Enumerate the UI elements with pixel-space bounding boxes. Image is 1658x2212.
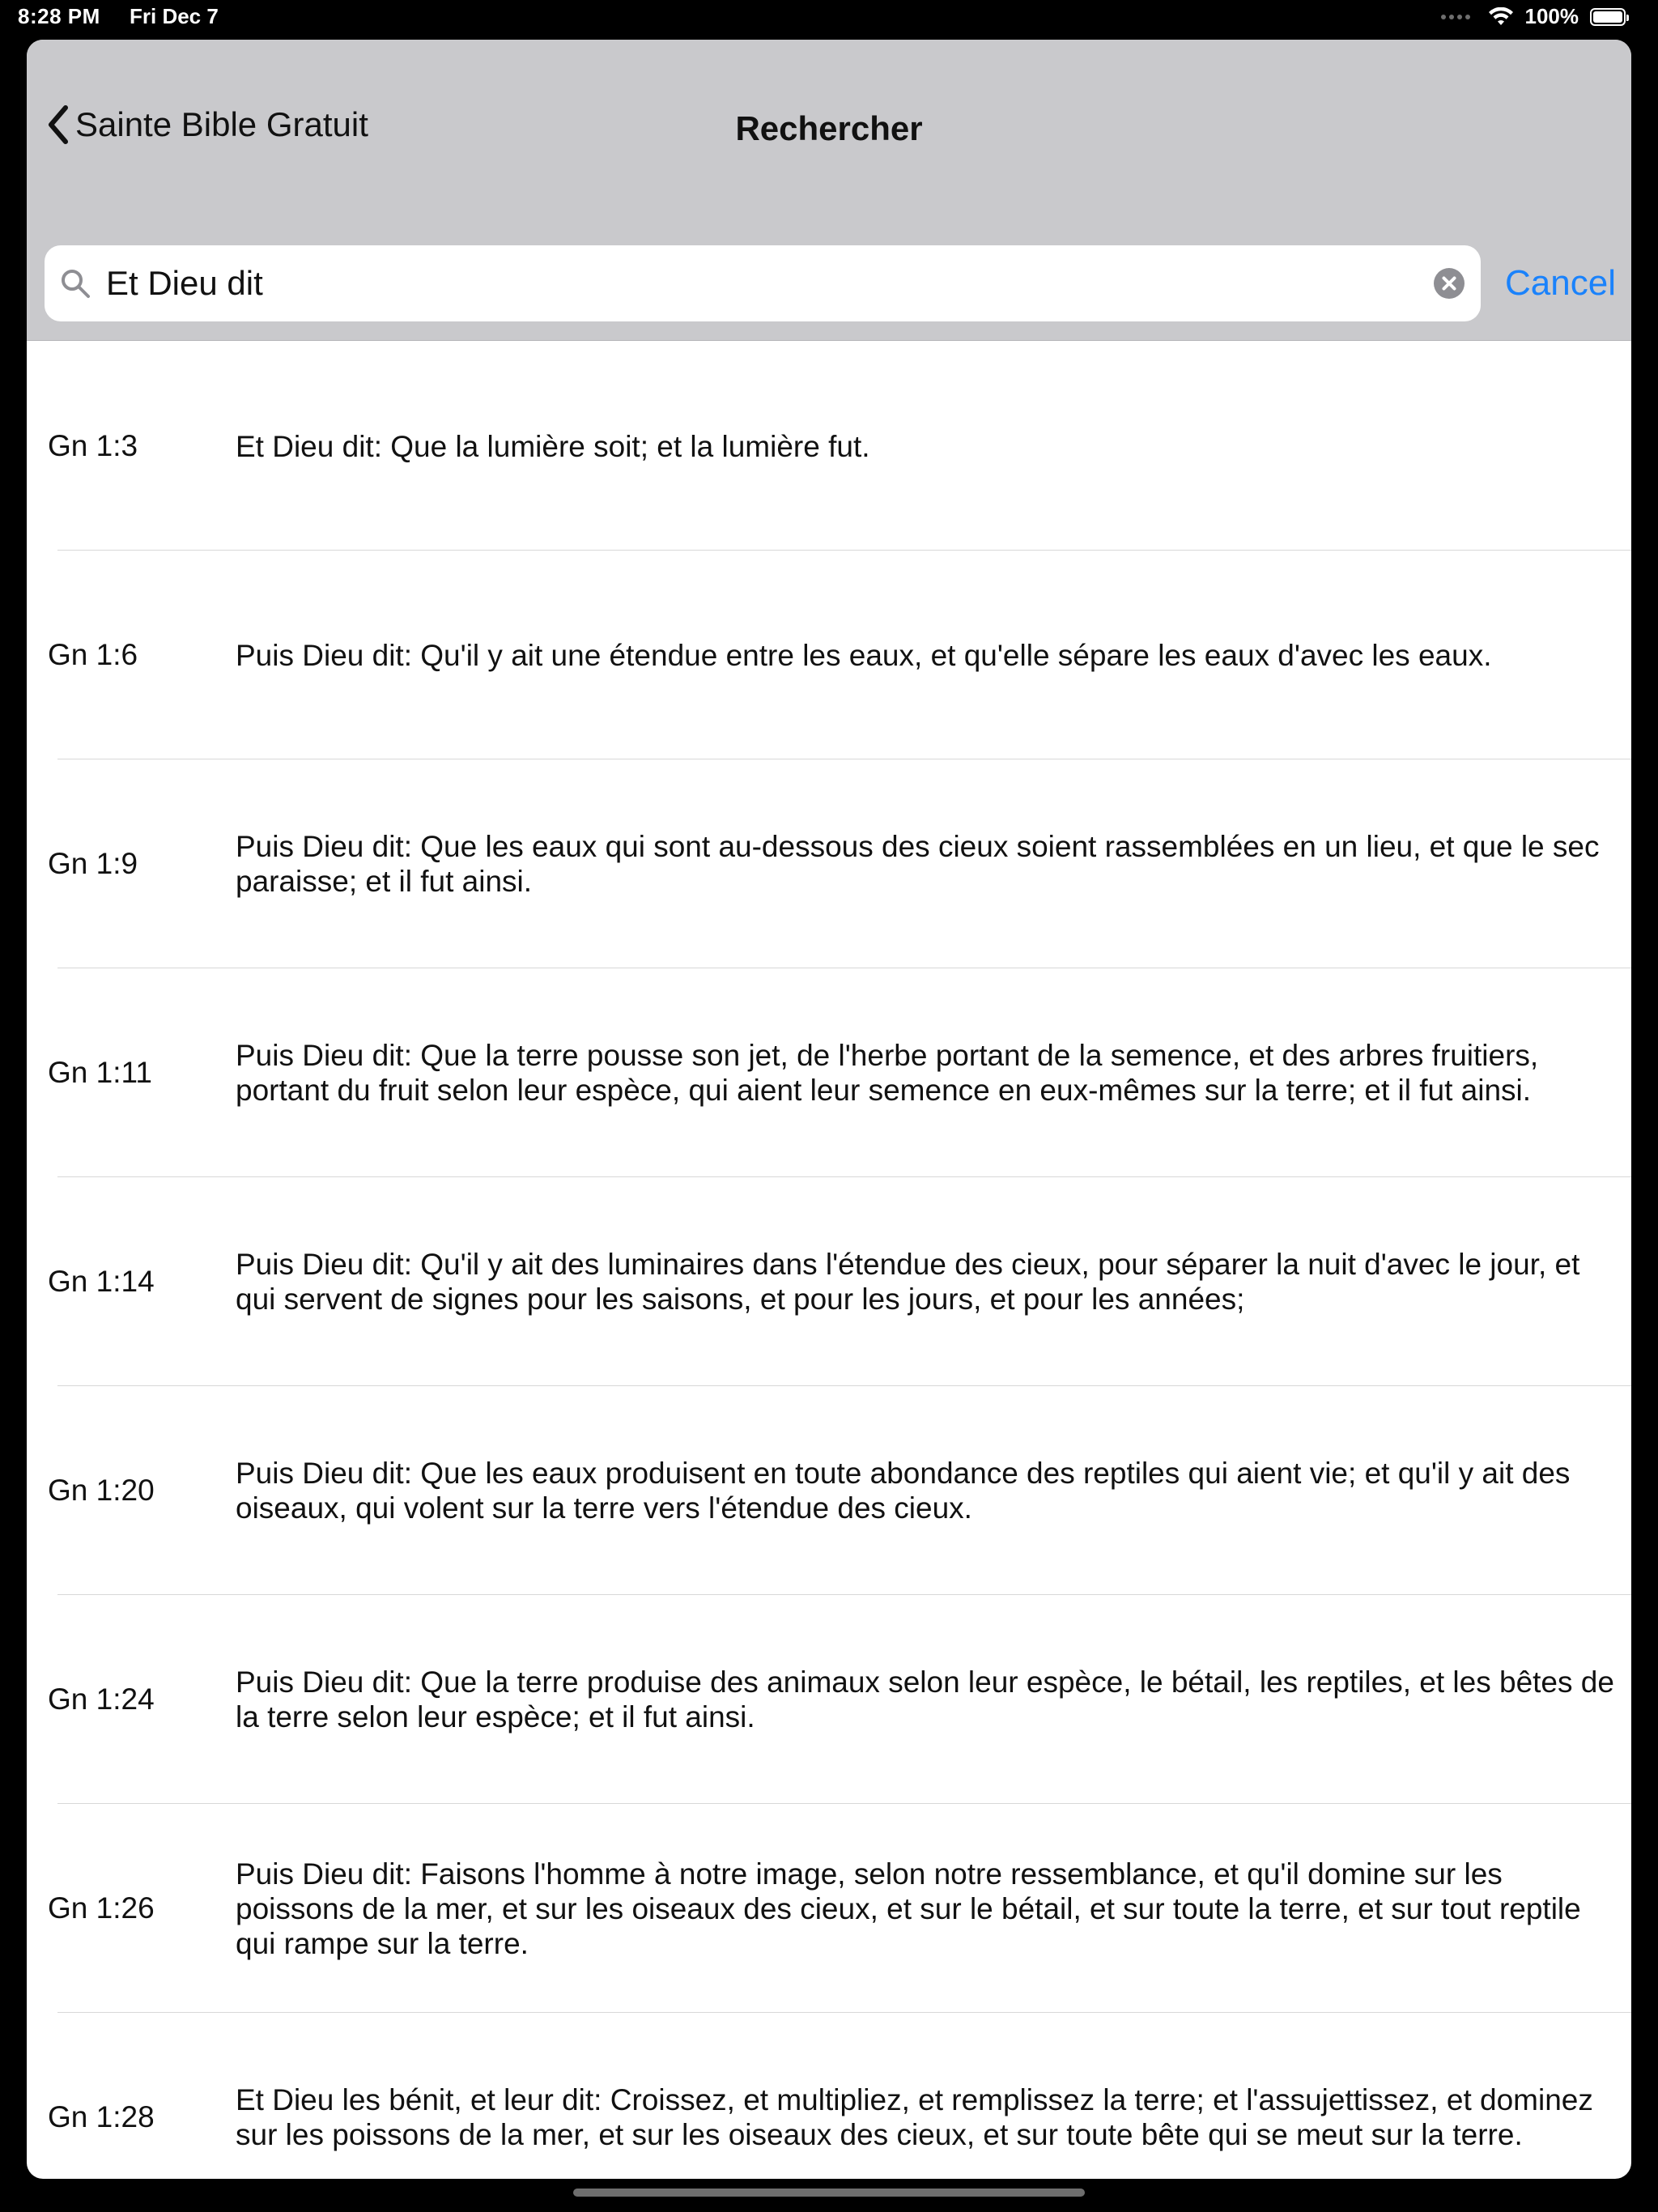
- verse-text: Puis Dieu dit: Que les eaux qui sont au-dessous des cieux soient rassemblées en un lieu, et que le sec paraisse; et il fut ainsi.: [236, 830, 1600, 898]
- verse-text: Puis Dieu dit: Qu'il y ait une étendue entre les eaux, et qu'elle sépare les eaux d'avec les eaux.: [236, 638, 1492, 672]
- result-row[interactable]: [27, 1177, 1631, 1386]
- search-icon: [59, 267, 91, 300]
- battery-level-fill: [1593, 11, 1622, 23]
- search-bar: [27, 185, 1631, 341]
- back-button-label: Sainte Bible Gratuit: [75, 105, 368, 143]
- status-bar: [0, 0, 1658, 39]
- verse-reference: Gn 1:3: [48, 429, 138, 462]
- verse-reference: Gn 1:6: [48, 638, 138, 671]
- verse-reference: Gn 1:20: [48, 1474, 155, 1507]
- battery-percentage: 100%: [1524, 4, 1579, 28]
- verse-reference: Gn 1:24: [48, 1682, 155, 1716]
- navigation-bar: [27, 40, 1631, 185]
- status-time: 8:28 PM: [18, 4, 100, 28]
- search-input[interactable]: [106, 245, 1401, 321]
- result-row[interactable]: [27, 759, 1631, 968]
- status-date: Fri Dec 7: [130, 4, 219, 28]
- verse-text: Puis Dieu dit: Que les eaux produisent en toute abondance des reptiles qui aient vie; et qu'il y ait des oiseaux, qui volent sur la terre vers l'étendue des cieux.: [236, 1457, 1571, 1525]
- verse-reference: Gn 1:9: [48, 847, 138, 880]
- verse-text: Et Dieu dit: Que la lumière soit; et la lumière fut.: [236, 429, 870, 463]
- result-row[interactable]: [27, 2013, 1631, 2179]
- verse-text: Puis Dieu dit: Qu'il y ait des luminaires dans l'étendue des cieux, pour séparer la nuit d'avec le jour, et qui servent de signes pour les saisons, et pour les jours, et pour les années;: [236, 1248, 1580, 1316]
- home-indicator[interactable]: [573, 2189, 1085, 2197]
- verse-reference: Gn 1:11: [48, 1056, 152, 1089]
- result-row[interactable]: [27, 1386, 1631, 1595]
- battery-icon: [1590, 8, 1626, 26]
- page-title: Rechercher: [735, 109, 923, 147]
- result-row[interactable]: [27, 1804, 1631, 2013]
- verse-text: Puis Dieu dit: Faisons l'homme à notre image, selon notre ressemblance, et qu'il domine sur les poissons de la mer, et sur les oiseaux des cieux, et sur le bétail, et sur toute la terre, et sur tout reptile qui rampe sur la terre.: [236, 1857, 1581, 1960]
- result-row[interactable]: [27, 551, 1631, 759]
- verse-text: Puis Dieu dit: Que la terre produise des animaux selon leur espèce, le bétail, les reptiles, et les bêtes de la terre selon leur espèce; et il fut ainsi.: [236, 1665, 1614, 1733]
- verse-reference: Gn 1:26: [48, 1891, 155, 1925]
- search-results-list: [27, 342, 1631, 2179]
- result-row[interactable]: [27, 1595, 1631, 1804]
- cancel-button[interactable]: Cancel: [1505, 263, 1616, 303]
- clear-search-icon[interactable]: [1434, 268, 1465, 299]
- search-sheet: [27, 40, 1631, 2179]
- wifi-icon: [1488, 7, 1514, 27]
- verse-reference: Gn 1:28: [48, 2100, 155, 2133]
- status-indicators: [1441, 4, 1626, 29]
- verse-text: Puis Dieu dit: Que la terre pousse son jet, de l'herbe portant de la semence, et des arbres fruitiers, portant du fruit selon leur espèce, qui aient leur semence en eux-mêmes sur la terre; et il fut ainsi.: [236, 1039, 1539, 1107]
- cellular-dots-icon: [1441, 15, 1470, 19]
- verse-text: Et Dieu les bénit, et leur dit: Croissez, et multipliez, et remplissez la terre; et l'assujettissez, et dominez sur les poissons de la mer, et sur les oiseaux des cieux, et sur toute bête qui se meut sur la terre.: [236, 2083, 1593, 2151]
- result-row[interactable]: [27, 342, 1631, 551]
- verse-reference: Gn 1:14: [48, 1265, 155, 1298]
- search-field[interactable]: [45, 245, 1481, 321]
- result-row[interactable]: [27, 968, 1631, 1177]
